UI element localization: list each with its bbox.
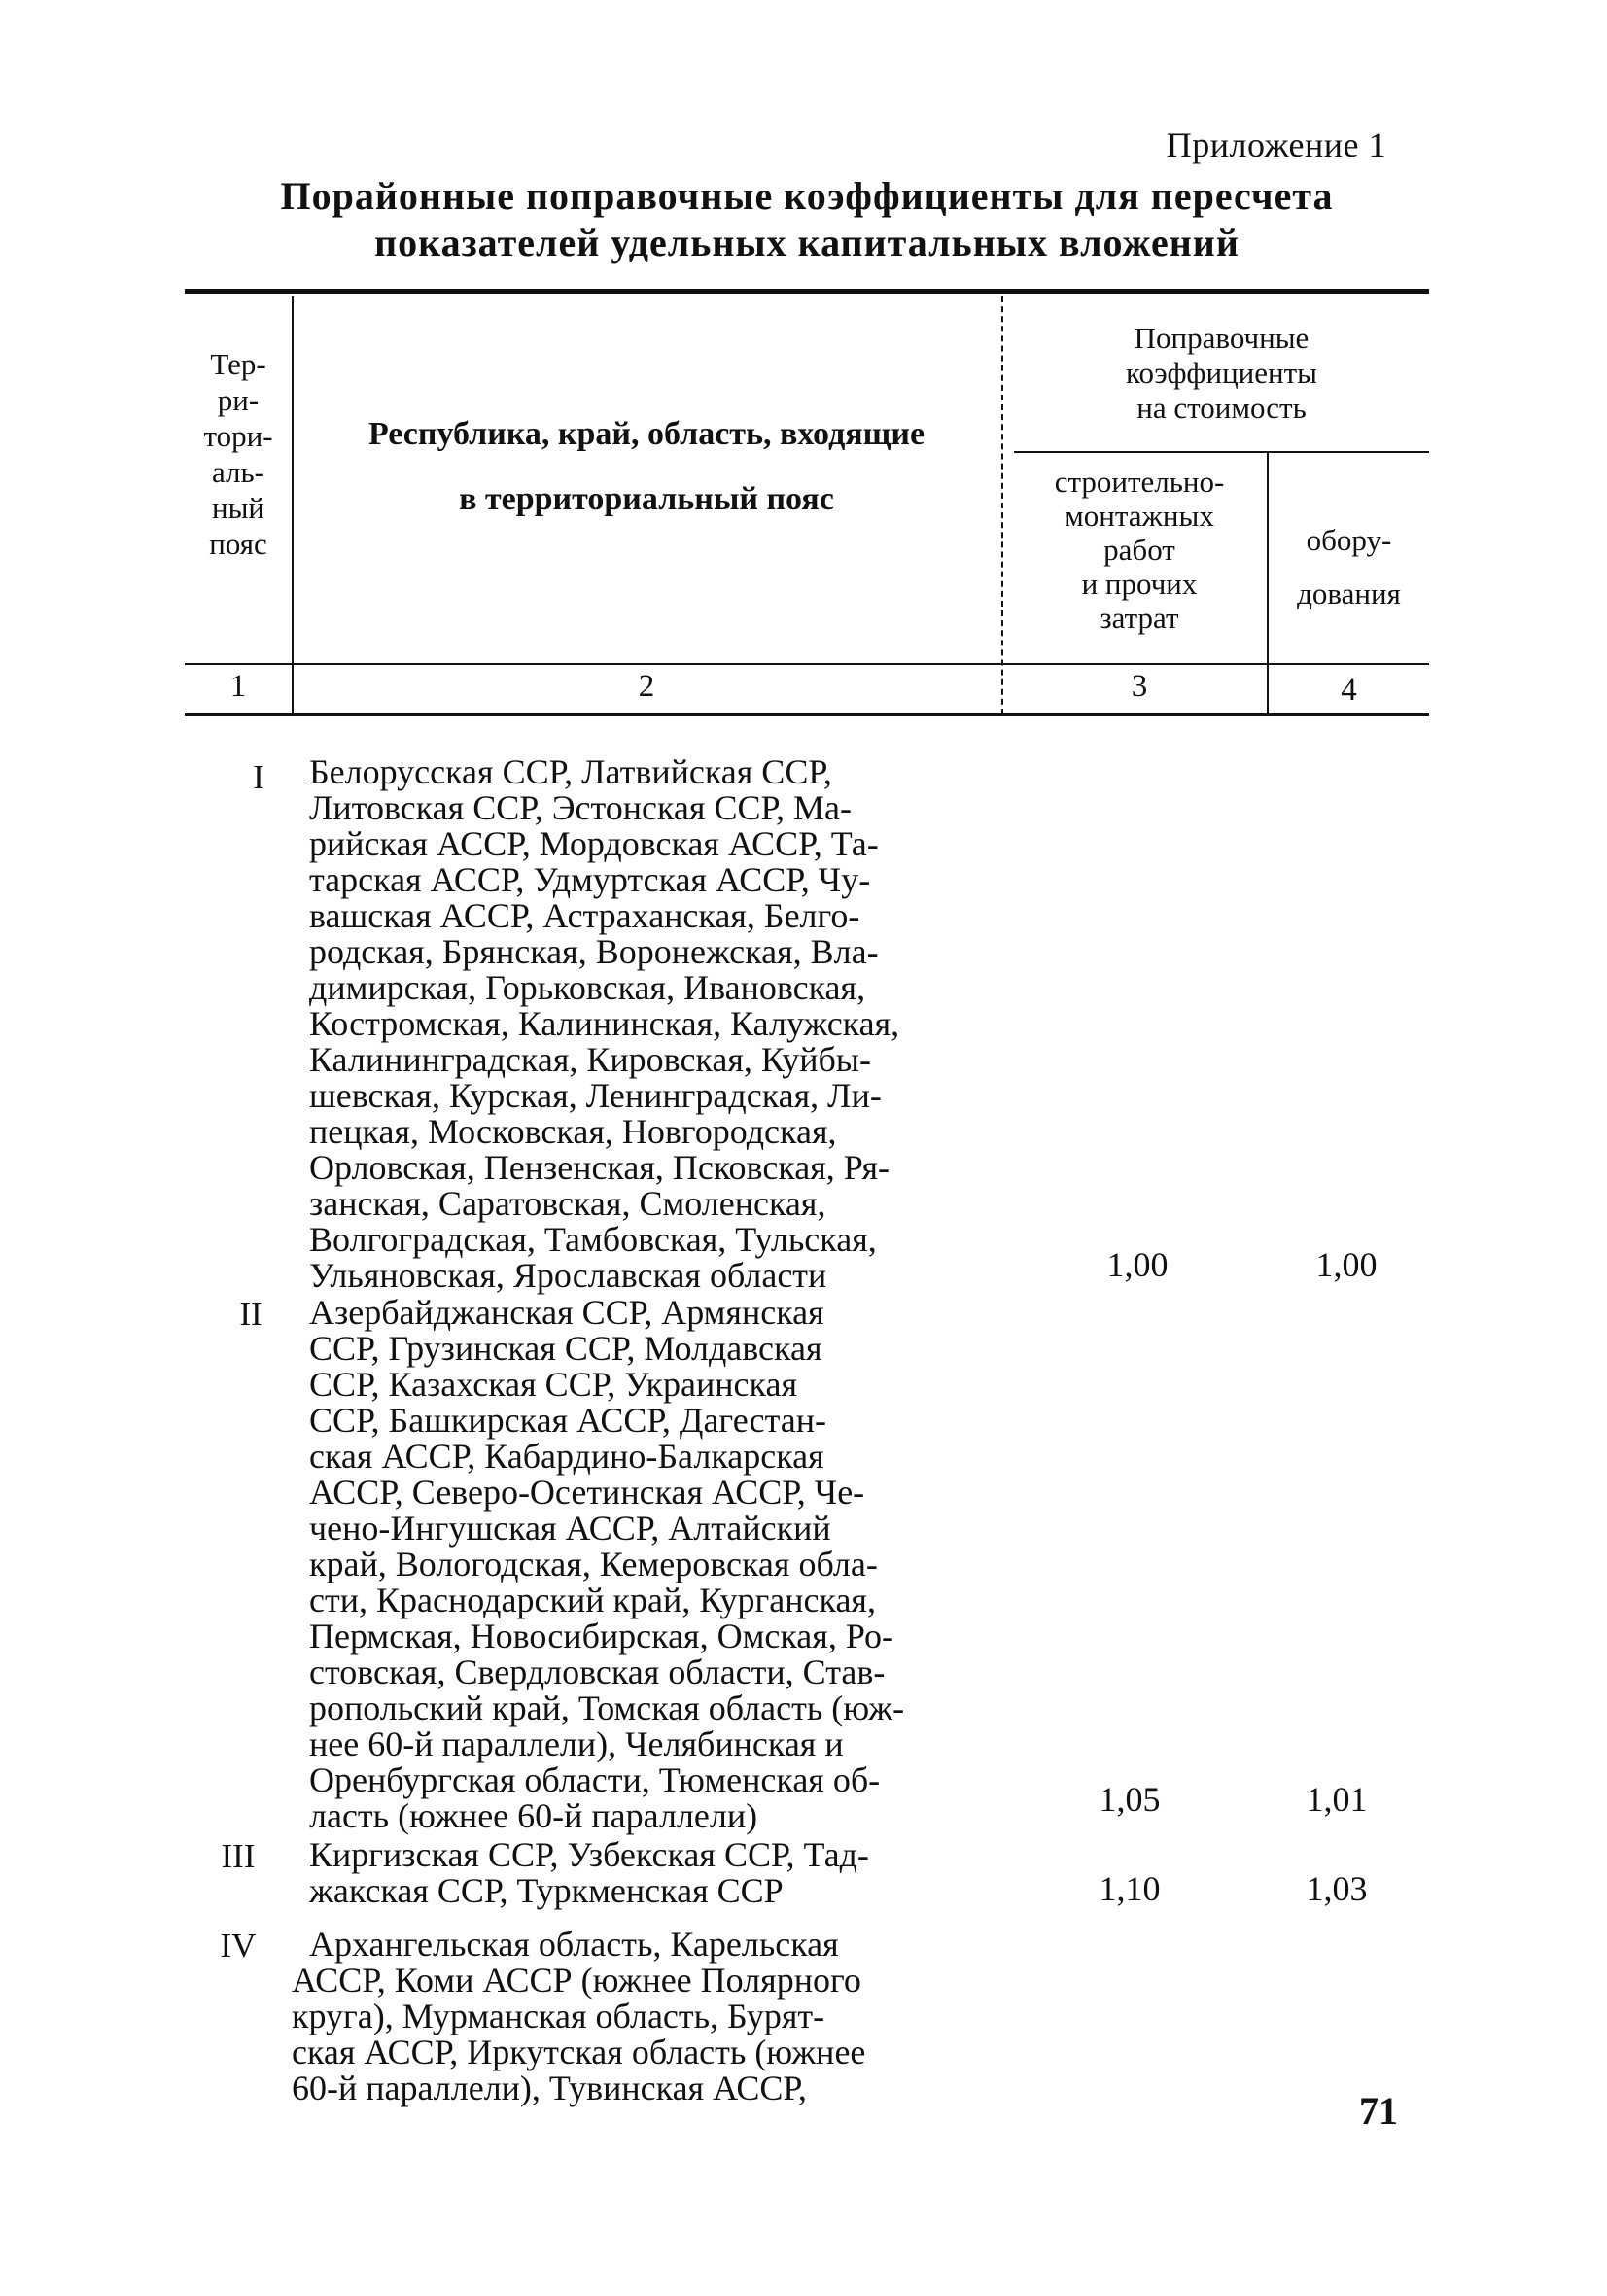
page-title [175,173,1439,266]
coef-group-rule [1014,451,1429,453]
construction-coef: 1,05 [1099,1780,1161,1819]
table-top-rule [185,289,1429,294]
header-coef-group: Поправочные коэффициенты на стоимость [1126,321,1317,425]
header-construction: строительно- монтажных работ и прочих затрат [1054,465,1225,635]
title-line-2: показателей удельных капитальных вложений [374,221,1240,264]
construction-coef: 1,00 [1106,1245,1169,1284]
col-number-1: 1 [229,669,247,704]
zone-label: II [239,1295,262,1333]
zone-label: III [221,1837,256,1875]
equipment-coef: 1,01 [1306,1780,1368,1819]
col-number-2: 2 [638,669,655,704]
col-number-4: 4 [1341,673,1357,708]
title-line-1: Порайонные поправочные коэффициенты для пересчета [280,174,1334,218]
header-zone: Тер- ри- тори- аль- ный пояс [203,347,273,561]
region-list: Архангельская область, Карельская АССР, Коми АССР (южнее Полярного круга), Мурманская область, Бурят- ская АССР, Иркутская область (южнее 60-й параллели), Тувинская АССР, [292,1925,866,2107]
region-list: Киргизская ССР, Узбекская ССР, Тад- жакская ССР, Туркменская ССР [309,1835,869,1910]
zone-label: IV [220,1927,257,1965]
header-equipment: обору- дования [1297,523,1401,610]
equipment-coef: 1,00 [1315,1245,1378,1284]
col2-divider [1001,296,1003,714]
equipment-coef: 1,03 [1306,1869,1368,1908]
header-region: Республика, край, область, входящие в территориальный пояс [367,416,926,517]
region-list: Белорусская ССР, Латвийская ССР, Литовская ССР, Эстонская ССР, Ма- рийская АССР, Мордовская АССР, Та- тарская АССР, Удмуртская АССР, Чу- вашская АССР, Астраханская, Белго- родская, Брянская, Воронежская, Вла- димирская, Горьковская, Ивановская, Костромская, Калининская, Калужская, Калининградская, Кировская, Куйбы- шевская, Курская, Ленинградская, Ли- пецкая, Московская, Новгородская, Орловская, Пензенская, Псковская, Ря- занская, Саратовская, Смоленская, Волгоградская, Тамбовская, Тульская, Ульяновская, Ярославская области [309,752,900,1295]
table-header-bottom-rule [185,713,1429,716]
construction-coef: 1,10 [1099,1869,1161,1908]
region-list: Азербайджанская ССР, Армянская ССР, Грузинская ССР, Молдавская ССР, Казахская ССР, Украинская ССР, Башкирская АССР, Дагестан- ская АССР, Кабардино-Балкарская АССР, Северо-Осетинская АССР, Че- чено-Ингушская АССР, Алтайский край, Вологодская, Кемеровская обла- сти, Краснодарский край, Курганская, Пермская, Новосибирская, Омская, Ро- стовская, Свердловская области, Став- ропольский край, Томская область (юж- нее 60-й параллели), Челябинская и Оренбургская области, Тюменская об- ласть (южнее 60-й параллели) [309,1293,905,1835]
header-numbers-rule [185,663,1429,665]
page-number: 71 [1359,2089,1398,2133]
col-number-3: 3 [1131,669,1148,704]
zone-label: I [253,758,264,796]
appendix-label: Приложение 1 [1166,125,1386,164]
